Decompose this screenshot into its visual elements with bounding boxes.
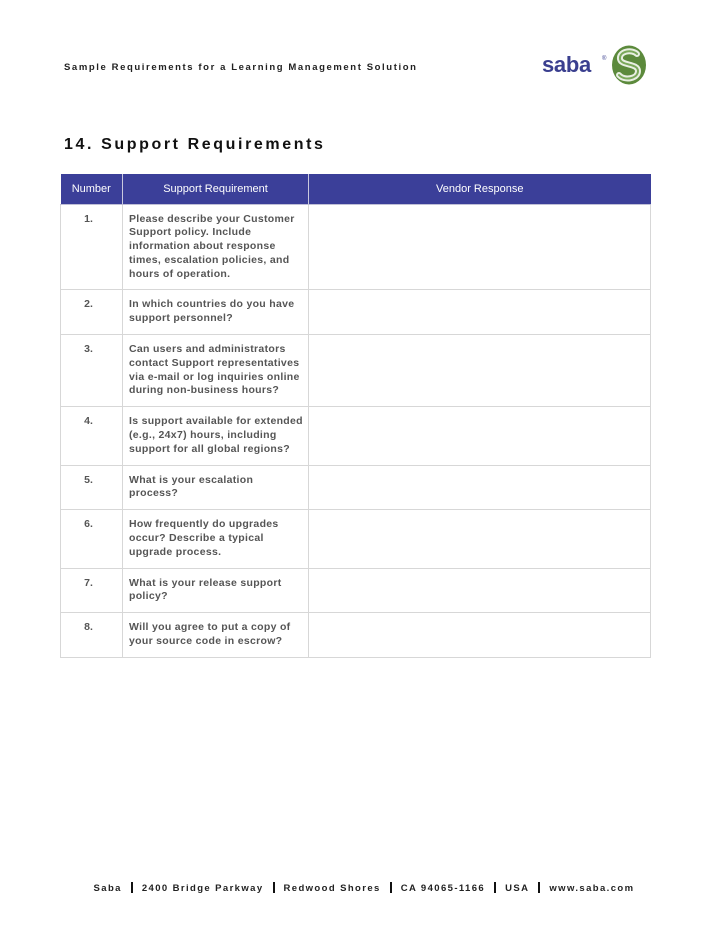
requirement-text: In which countries do you have support personnel? <box>123 290 309 335</box>
saba-logo <box>540 44 650 86</box>
footer-city: Redwood Shores <box>283 883 381 894</box>
table-row <box>61 510 651 568</box>
requirement-text: What is your escalation process? <box>123 465 309 510</box>
requirement-text: Will you agree to put a copy of your source code in escrow? <box>123 613 309 658</box>
column-header-vendor-response: Vendor Response <box>309 174 651 204</box>
row-number: 2. <box>61 290 123 335</box>
support-requirements-table <box>60 174 651 658</box>
document-header-title: Sample Requirements for a Learning Management Solution <box>64 62 418 73</box>
vendor-response-cell[interactable] <box>309 407 651 465</box>
footer-separator <box>538 882 540 893</box>
requirement-text: Please describe your Customer Support policy. Include information about response times, escalation policies, and hours of operation. <box>123 204 309 290</box>
vendor-response-cell[interactable] <box>309 613 651 658</box>
column-header-support-requirement: Support Requirement <box>123 174 309 204</box>
footer-separator <box>494 882 496 893</box>
row-number: 3. <box>61 335 123 407</box>
footer-state-zip: CA 94065-1166 <box>400 883 486 894</box>
vendor-response-cell[interactable] <box>309 204 651 290</box>
table-row <box>61 204 651 290</box>
saba-s-logo-icon <box>610 44 648 86</box>
requirement-text: Is support available for extended (e.g., 24x7) hours, including support for all global regions? <box>123 407 309 465</box>
logo-wordmark: saba <box>542 52 591 77</box>
section-title: 14. Support Requirements <box>64 136 326 153</box>
footer-company: Saba <box>93 883 122 894</box>
footer-country: USA <box>505 883 530 894</box>
row-number: 4. <box>61 407 123 465</box>
document-footer <box>0 882 728 894</box>
table-row <box>61 568 651 613</box>
table-row <box>61 290 651 335</box>
vendor-response-cell[interactable] <box>309 510 651 568</box>
vendor-response-cell[interactable] <box>309 335 651 407</box>
footer-separator <box>273 882 275 893</box>
vendor-response-cell[interactable] <box>309 568 651 613</box>
row-number: 8. <box>61 613 123 658</box>
row-number: 5. <box>61 465 123 510</box>
table-row <box>61 465 651 510</box>
column-header-number: Number <box>61 174 123 204</box>
requirement-text: How frequently do upgrades occur? Describe a typical upgrade process. <box>123 510 309 568</box>
footer-street: 2400 Bridge Parkway <box>141 883 264 894</box>
table-row <box>61 407 651 465</box>
table-row <box>61 613 651 658</box>
footer-separator <box>390 882 392 893</box>
table-header-row <box>61 174 651 204</box>
footer-website-link[interactable]: www.saba.com <box>549 883 635 894</box>
requirement-text: Can users and administrators contact Support representatives via e-mail or log inquiries online during non-business hours? <box>123 335 309 407</box>
table-row <box>61 335 651 407</box>
vendor-response-cell[interactable] <box>309 290 651 335</box>
vendor-response-cell[interactable] <box>309 465 651 510</box>
footer-separator <box>131 882 133 893</box>
row-number: 6. <box>61 510 123 568</box>
row-number: 1. <box>61 204 123 290</box>
logo-registered-mark: ® <box>602 56 607 62</box>
requirement-text: What is your release support policy? <box>123 568 309 613</box>
row-number: 7. <box>61 568 123 613</box>
